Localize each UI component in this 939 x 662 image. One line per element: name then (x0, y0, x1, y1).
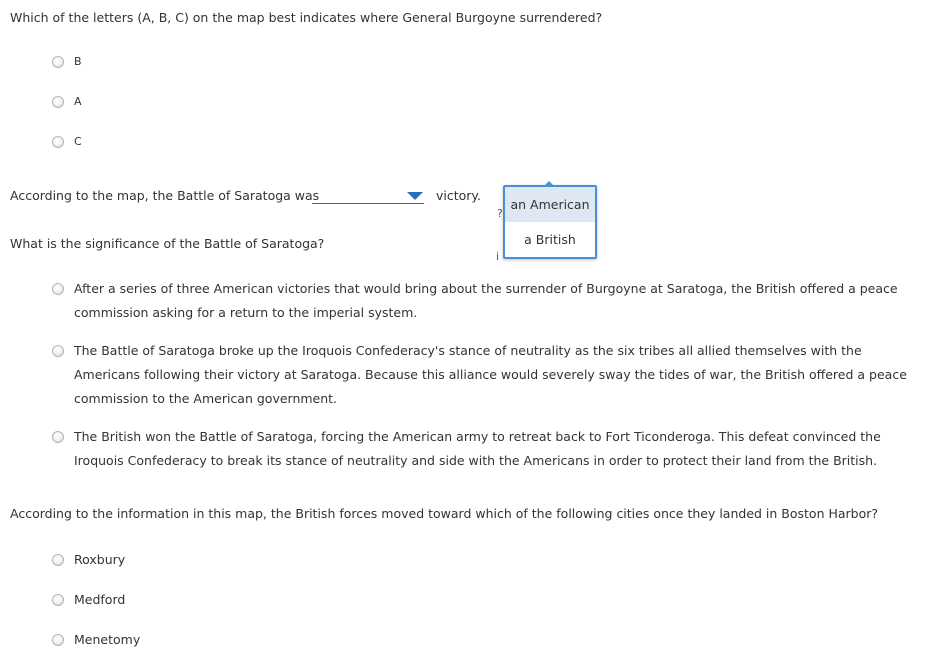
option-label: The Battle of Saratoga broke up the Iroquois Confederacy's stance of neutrality as the six tribes all allied themselves with the Americans following their victory at Saratoga. Because this alliance would severely sway the tides of war, the British offered a peace commission to the American government. (74, 343, 907, 406)
popup-pointer (543, 181, 555, 187)
question-4-text: According to the information in this map, the British forces moved toward which of the following cities once they landed in Boston Harbor? (10, 506, 879, 521)
q3-option-3[interactable] (52, 428, 914, 473)
radio-button[interactable] (52, 96, 64, 108)
q3-option-1[interactable] (52, 280, 914, 325)
hidden-text-fragment: i (496, 250, 500, 263)
option-label: Medford (74, 592, 126, 607)
q4-option-menetomy[interactable] (52, 631, 140, 652)
question-2-text-before: According to the map, the Battle of Saratoga was (10, 188, 320, 203)
question-1-text: Which of the letters (A, B, C) on the map best indicates where General Burgoyne surrendered? (10, 10, 603, 25)
q1-option-a[interactable] (52, 93, 82, 114)
dropdown-option-british[interactable]: a British (524, 232, 576, 247)
radio-button[interactable] (52, 594, 64, 606)
option-label: After a series of three American victories that would bring about the surrender of Burgoyne at Saratoga, the British offered a peace commission asking for a return to the imperial system. (74, 281, 898, 320)
radio-button[interactable] (52, 136, 64, 148)
radio-button[interactable] (52, 554, 64, 566)
radio-button[interactable] (52, 634, 64, 646)
q4-option-medford[interactable] (52, 591, 125, 612)
radio-button[interactable] (52, 283, 64, 295)
question-2-text-after: victory. (436, 188, 482, 203)
radio-button[interactable] (52, 431, 64, 443)
dropdown-option-american[interactable]: an American (505, 187, 595, 222)
q4-option-roxbury[interactable] (52, 551, 125, 572)
q1-option-b[interactable] (52, 53, 82, 74)
q1-option-c[interactable] (52, 133, 82, 154)
answer-dropdown[interactable] (312, 188, 424, 204)
option-label: B (74, 55, 82, 68)
option-label: The British won the Battle of Saratoga, forcing the American army to retreat back to Fort Ticonderoga. This defeat convinced the Iroquois Confederacy to break its stance of neutrality and side with the Americans in order to protect their land from the British. (74, 429, 881, 468)
option-label: C (74, 135, 82, 148)
radio-button[interactable] (52, 345, 64, 357)
dropdown-popup (503, 185, 597, 259)
radio-button[interactable] (52, 56, 64, 68)
hidden-text-fragment: ? (497, 207, 503, 220)
option-label: Menetomy (74, 632, 141, 647)
option-label: Roxbury (74, 552, 126, 567)
q3-option-2[interactable] (52, 342, 914, 411)
option-label: A (74, 95, 82, 108)
chevron-down-icon[interactable] (407, 192, 423, 200)
question-3-text: What is the significance of the Battle of Saratoga? (10, 236, 325, 251)
